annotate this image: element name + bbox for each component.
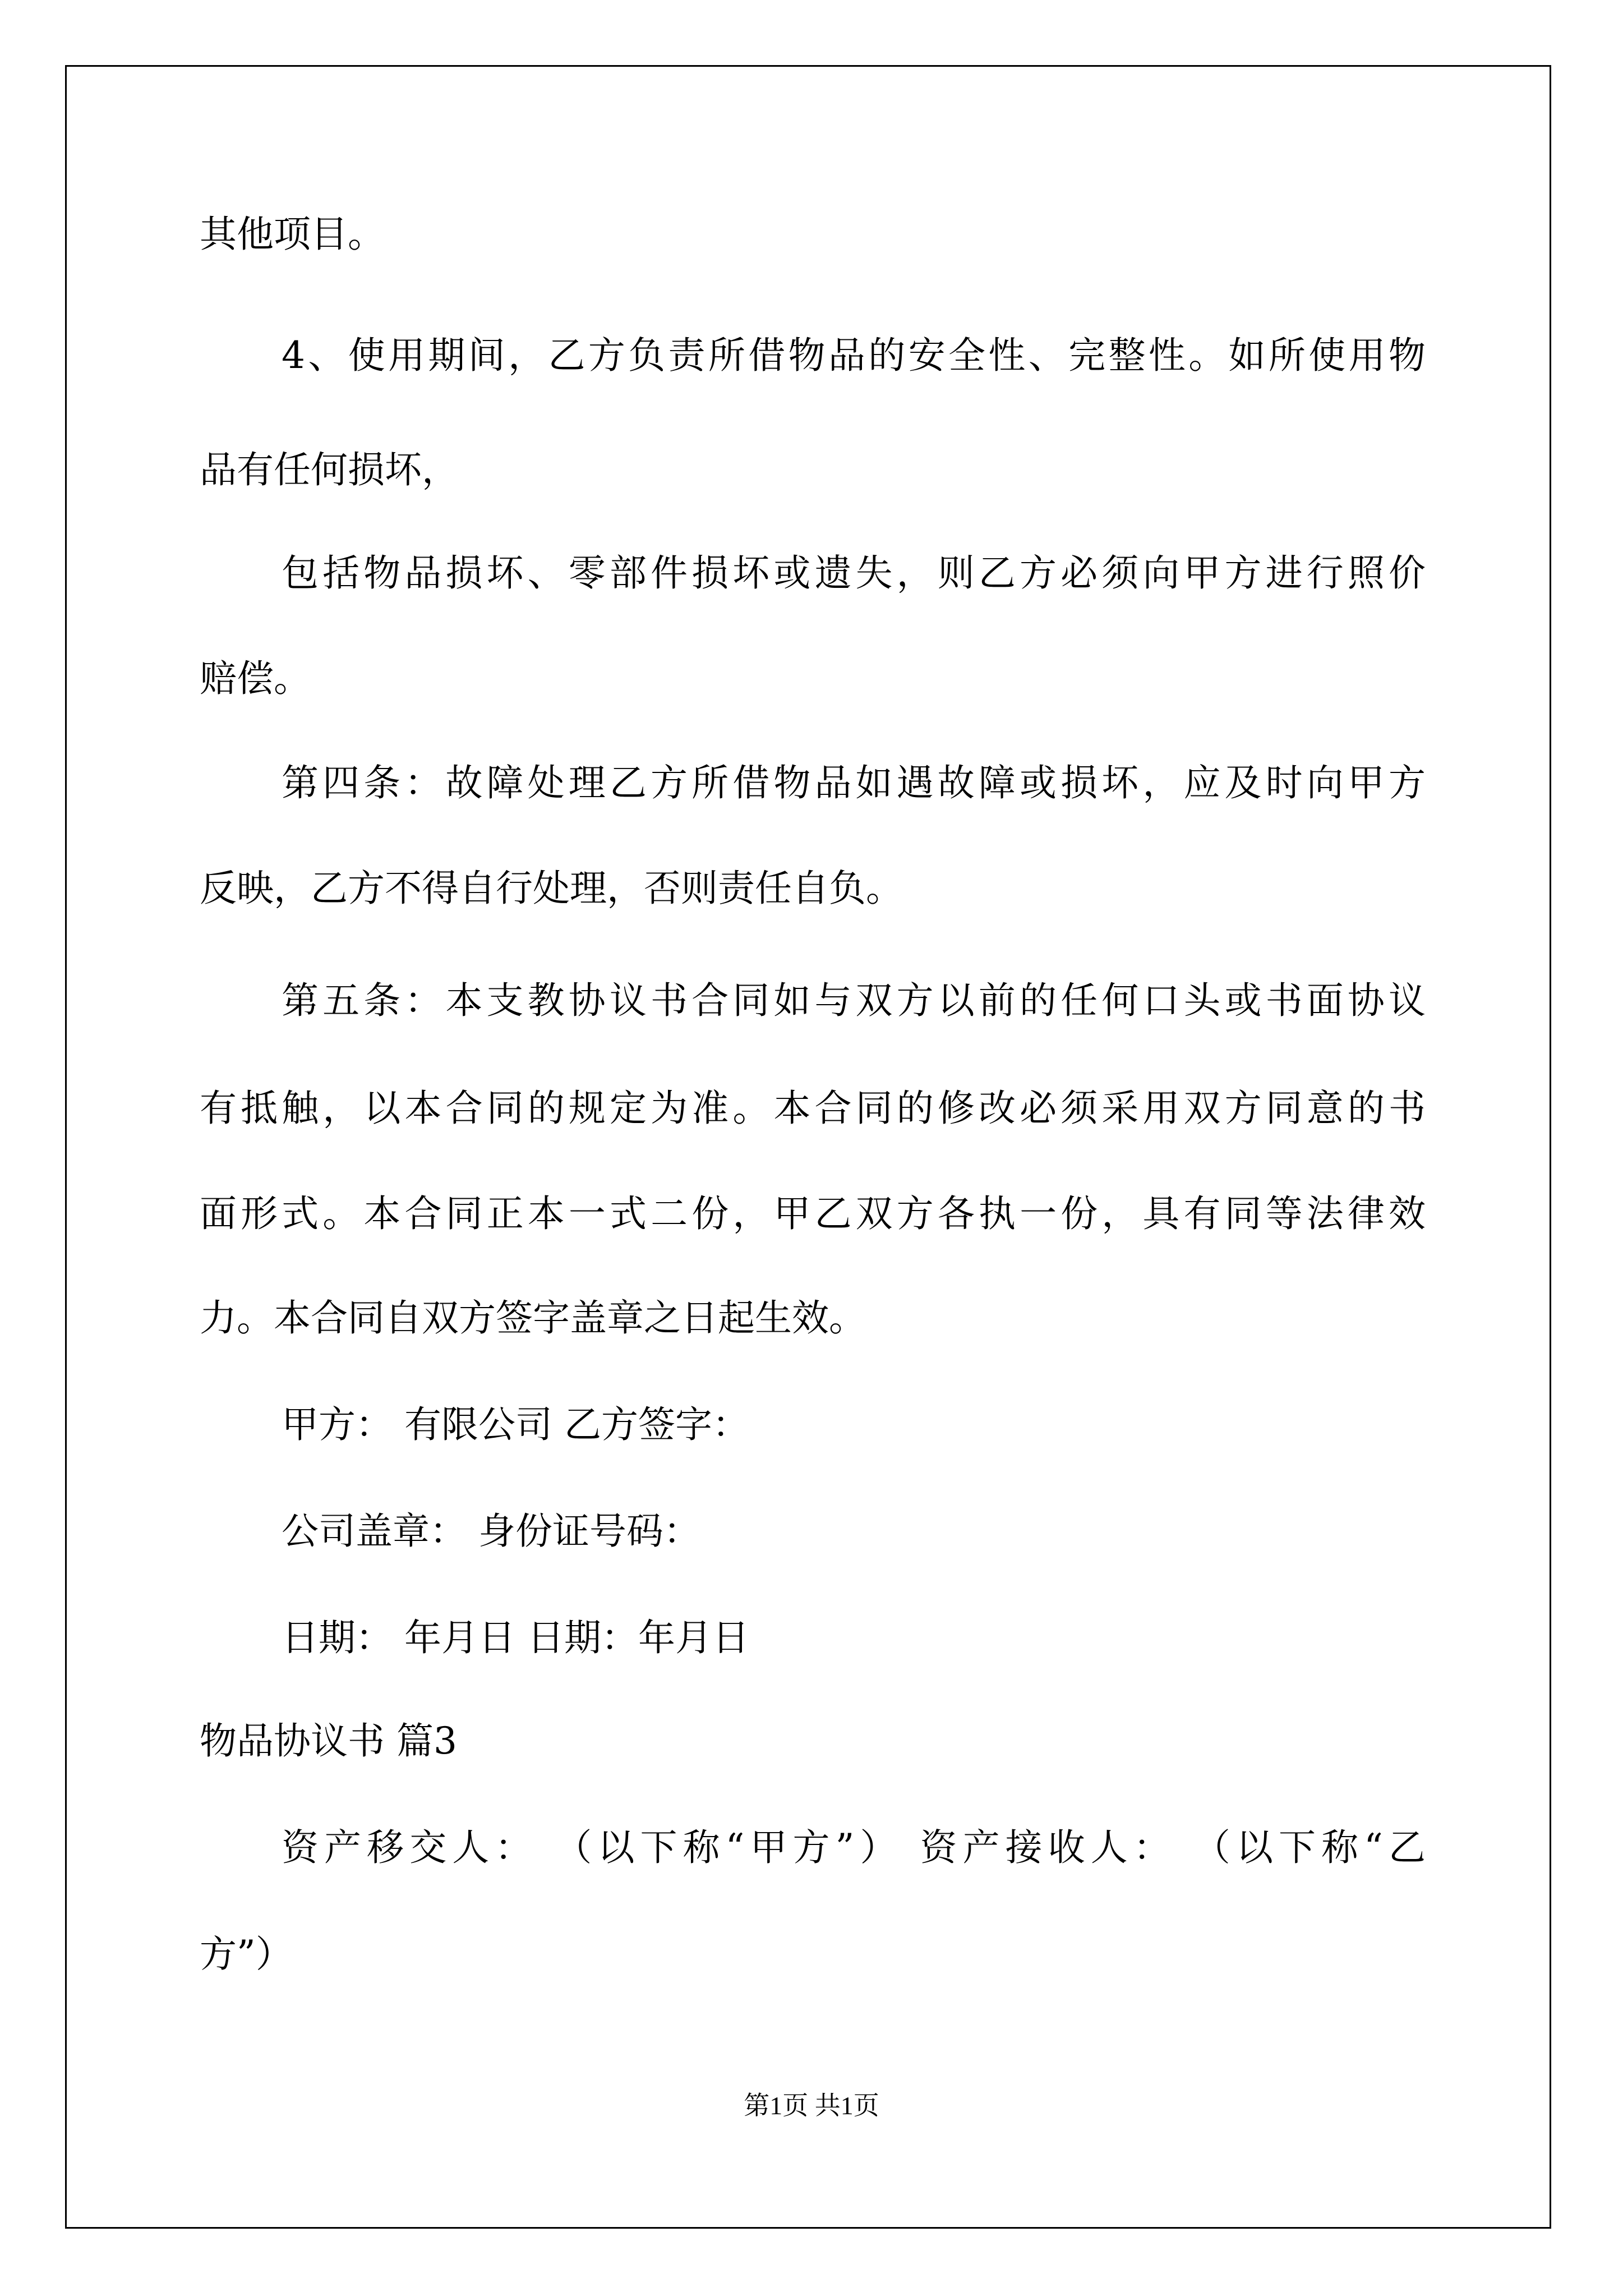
section-heading: 物品协议书 篇3	[200, 1719, 457, 1763]
text-line: 力。本合同自双方签字盖章之日起生效。	[200, 1296, 866, 1340]
text-line: 资产移交人： （以下称“甲方”） 资产接收人： （以下称“乙	[282, 1826, 1426, 1869]
text-line: 日期： 年月日 日期：年月日	[282, 1616, 749, 1659]
text-line: 其他项目。	[200, 213, 385, 256]
text-line: 反映，乙方不得自行处理，否则责任自负。	[200, 867, 903, 910]
text-line: 包括物品损坏、零部件损坏或遗失，则乙方必须向甲方进行照价	[282, 551, 1426, 595]
text-line: 甲方： 有限公司 乙方签字：	[282, 1403, 749, 1446]
page-number: 第1页 共1页	[744, 2091, 879, 2120]
text-line: 有抵触，以本合同的规定为准。本合同的修改必须采用双方同意的书	[200, 1087, 1426, 1130]
text-line: 4、使用期间，乙方负责所借物品的安全性、完整性。如所使用物	[282, 334, 1426, 377]
text-line: 面形式。本合同正本一式二份，甲乙双方各执一份，具有同等法律效	[200, 1192, 1426, 1235]
text-line: 第四条：故障处理乙方所借物品如遇故障或损坏，应及时向甲方	[282, 761, 1426, 804]
text-line: 公司盖章： 身份证号码：	[282, 1510, 700, 1553]
text-line: 方”）	[200, 1932, 293, 1976]
text-line: 品有任何损坏，	[200, 448, 459, 491]
document-body	[200, 0, 1426, 2296]
text-line: 第五条：本支教协议书合同如与双方以前的任何口头或书面协议	[282, 979, 1426, 1022]
text-line: 赔偿。	[200, 657, 311, 700]
